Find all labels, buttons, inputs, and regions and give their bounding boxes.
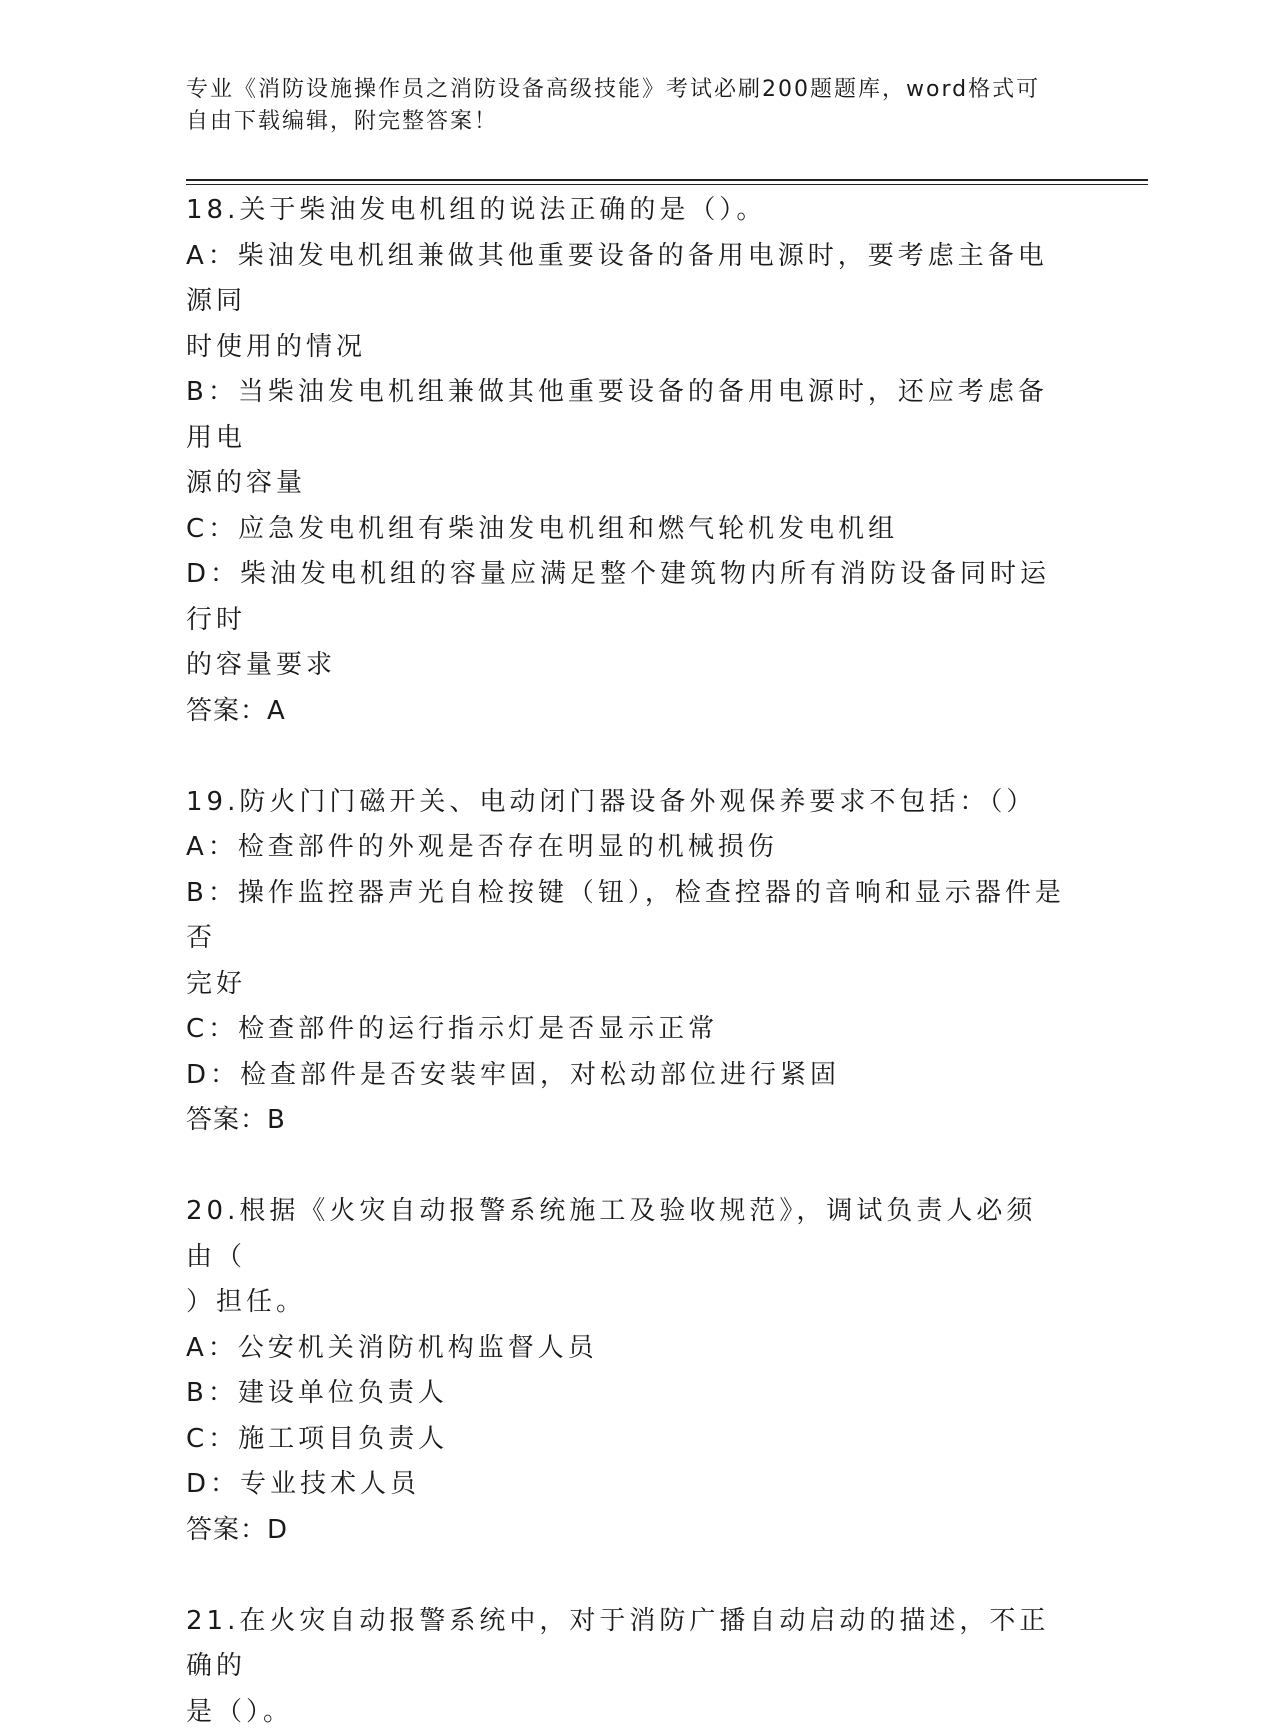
question-stem: 18.关于柴油发电机组的说法正确的是（）。	[186, 188, 1066, 234]
option-c: C：应急发电机组有柴油发电机组和燃气轮机发电机组	[186, 507, 1066, 553]
question-20	[186, 1189, 1066, 1553]
option-c: C：施工项目负责人	[186, 1417, 1066, 1463]
document-header	[186, 74, 1066, 138]
option-a: A：检查部件的外观是否存在明显的机械损伤	[186, 825, 1066, 871]
question-list	[186, 188, 1066, 1735]
option-a: A：柴油发电机组兼做其他重要设备的备用电源时，要考虑主备电源同	[186, 234, 1066, 325]
option-b: B：操作监控器声光自检按键（钮），检查控器的音响和显示器件是否	[186, 871, 1066, 962]
option-d: D：检查部件是否安装牢固，对松动部位进行紧固	[186, 1053, 1066, 1099]
answer-line: 答案：A	[186, 689, 1066, 735]
option-a-continued: 时使用的情况	[186, 325, 1066, 371]
header-divider-thick	[186, 179, 1148, 181]
header-divider-thin	[186, 184, 1148, 185]
question-stem-continued: 是（）。	[186, 1690, 1066, 1735]
option-c: C：检查部件的运行指示灯是否显示正常	[186, 1007, 1066, 1053]
option-d-continued: 的容量要求	[186, 643, 1066, 689]
option-b: B：建设单位负责人	[186, 1371, 1066, 1417]
option-b-continued: 源的容量	[186, 461, 1066, 507]
question-stem: 20.根据《火灾自动报警系统施工及验收规范》，调试负责人必须由（	[186, 1189, 1066, 1280]
option-d: D：柴油发电机组的容量应满足整个建筑物内所有消防设备同时运行时	[186, 552, 1066, 643]
answer-line: 答案：D	[186, 1508, 1066, 1554]
question-18	[186, 188, 1066, 734]
question-stem: 21.在火灾自动报警系统中，对于消防广播自动启动的描述，不正确的	[186, 1599, 1066, 1690]
header-line-1: 专业《消防设施操作员之消防设备高级技能》考试必刷200题题库，word格式可	[186, 74, 1066, 106]
option-b: B：当柴油发电机组兼做其他重要设备的备用电源时，还应考虑备用电	[186, 370, 1066, 461]
question-19	[186, 780, 1066, 1144]
answer-line: 答案：B	[186, 1098, 1066, 1144]
option-a: A：公安机关消防机构监督人员	[186, 1326, 1066, 1372]
question-stem: 19.防火门门磁开关、电动闭门器设备外观保养要求不包括：（）	[186, 780, 1066, 826]
option-b-continued: 完好	[186, 962, 1066, 1008]
question-21	[186, 1599, 1066, 1735]
header-line-2: 自由下载编辑，附完整答案！	[186, 106, 1066, 138]
option-d: D：专业技术人员	[186, 1462, 1066, 1508]
question-stem-continued: ）担任。	[186, 1280, 1066, 1326]
